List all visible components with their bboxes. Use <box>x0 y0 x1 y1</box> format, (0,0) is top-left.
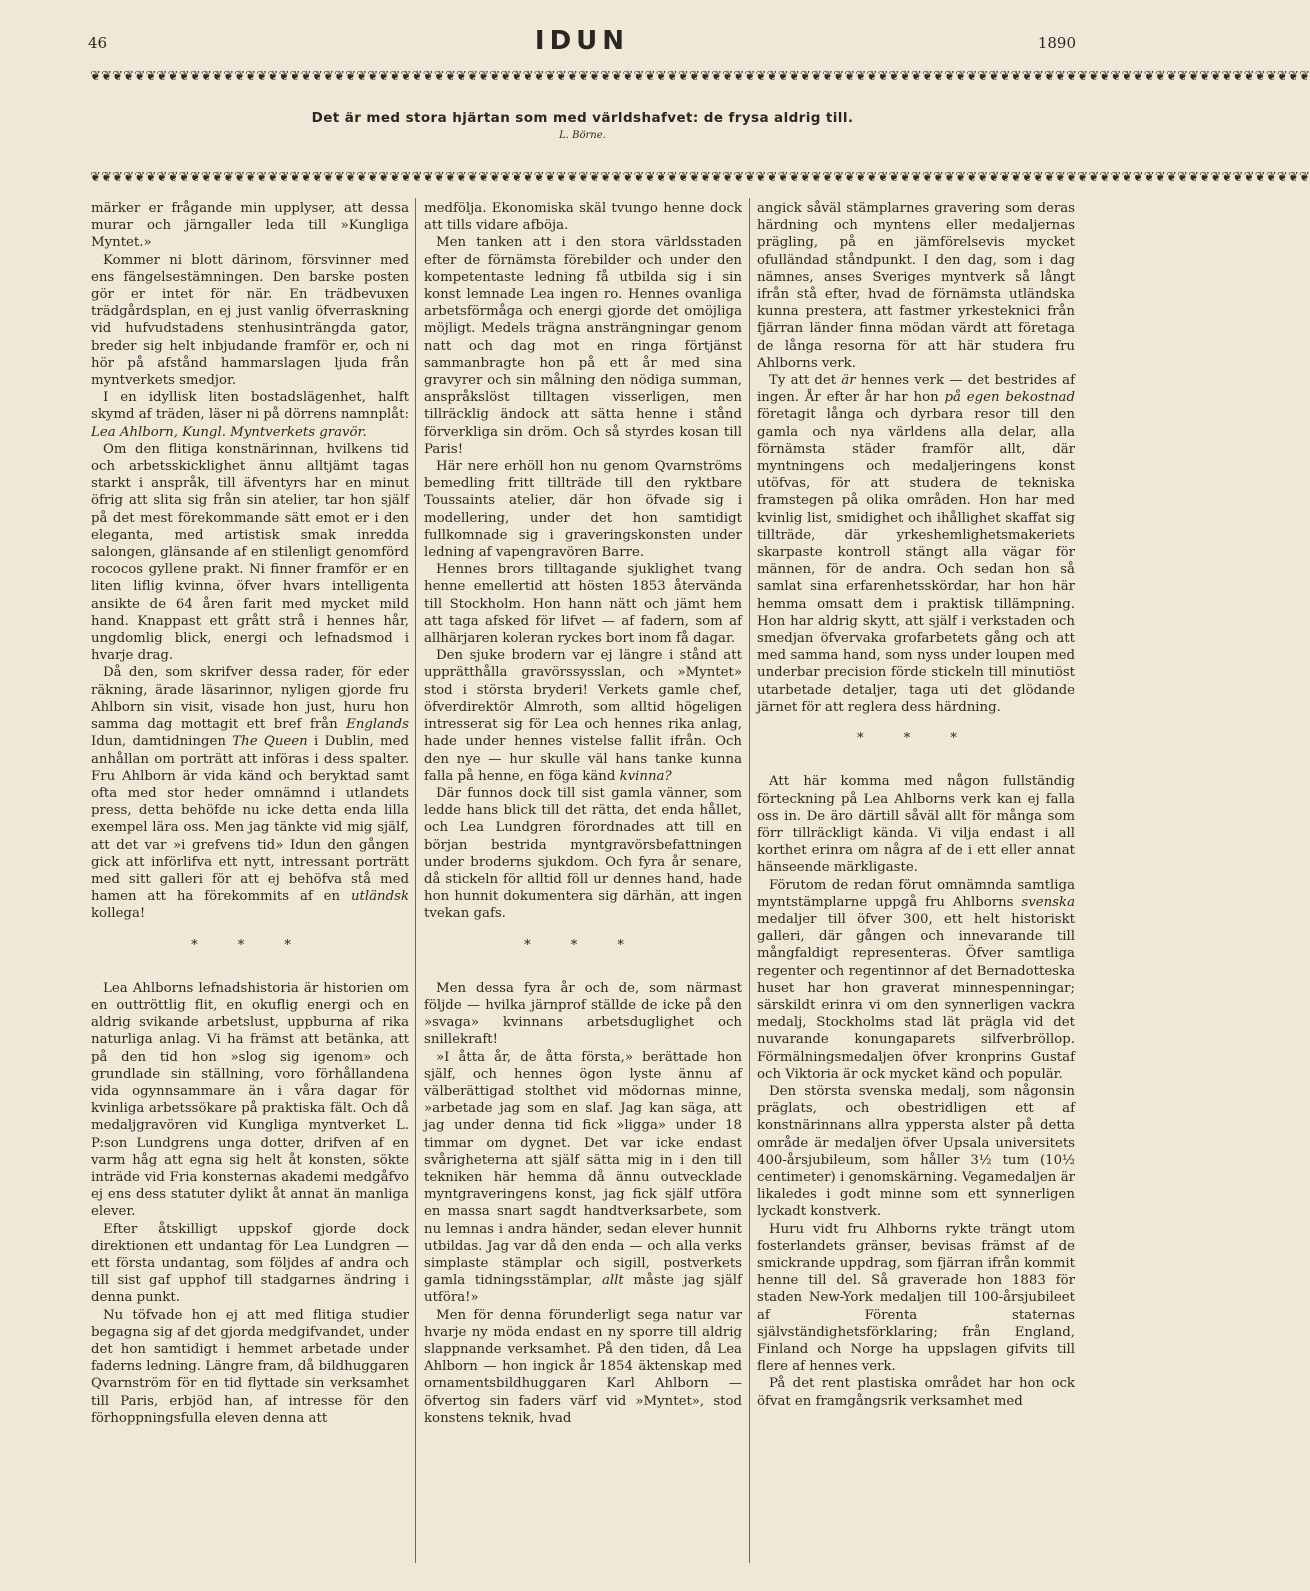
paragraph: Att här komma med någon fullständig förteckning på Lea Ahlborns verk kan ej falla oss in. De äro därtill såväl allt för många som förr tillräckligt kända. Vi vilja endast i all korthet erinra om några af de i ett eller annat hänseende märkligaste. <box>757 774 1075 876</box>
emphasis-text: på egen bekostnad <box>944 390 1075 406</box>
paragraph <box>424 647 742 785</box>
paragraph-text: medaljer till öfver 300, ett helt historiskt galleri, där gången och innevarande till mångfaldigt representeras. Öfver samtliga regenter och regentinnor af det Bernadotteska huset har hon graverat minnespenningar; särskildt erinra vi om den synnerligen vackra medalj, Stockholms stad lät prägla vid det nuvarande konungaparets silfverbröllop. Förmälningsmedaljen öfver kronprins Gustaf och Viktoria är ock mycket känd och populär. <box>757 911 1075 1082</box>
paragraph: Den största svenska medalj, som någonsin präglats, och obestridligen ett af konstnärinnans allra yppersta alster på detta område är medaljen öfver Upsala universitets 400-årsjubileum, som håller 3½ tum (10½ centimeter) i genomskärning. Vegamedaljen är likaledes i godt minne som ett synnerligen lyckadt konstverk. <box>757 1083 1075 1220</box>
paragraph-text: företagit långa och dyrbara resor till den gamla och nya världens alla delar, alla förnämsta städer framför allt, där myntningens och medaljeringens konst utöfvas, för att studera de tekniska framstegen på olika områden. Hon har med kvinlig list, smidighet och ihållighet skaffat sig tillträde, där yrkeshemlighetsmakeriets skarpaste kontroll stängt alla vägar för männen, för de andra. Och sedan hon så samlat sina erfarenhetsskördar, har hon här hemma omsatt dem i praktisk tillämpning. Hon har aldrig skytt, att själf i verkstaden och smedjan öfvervaka grofarbetets gång och att med samma hand, som nyss under loupen med underbar precision förde stickeln till minutiöst utarbetade detaljer, taga uti det glödande järnet för att reglera dess härdning. <box>757 407 1075 715</box>
paragraph: Huru vidt fru Alhborns rykte trängt utom fosterlandets gränser, bevisas främst af de smickrande uppdrag, som fjärran ifrån kommit henne till del. Så graverade hon 1883 för staden New-York medaljen till 100-årsjubileet af Förenta staternas självständighetsförklaring; från England, Finland och Norge ha uppslagen gifvits till flere af hennes verk. <box>757 1221 1075 1375</box>
emphasis-text: allt <box>601 1273 624 1289</box>
section-separator: * * * <box>857 731 975 747</box>
paragraph: Där funnos dock till sist gamla vänner, som ledde hans blick till det rätta, det enda hållet, och Lea Lundgren förordnades att till en början bestrida myntgravörsbefattningen under broderns sjukdom. Och fyra år senare, då stickeln för alltid föll ur dennes hand, hade hon hunnit dokumentera sig därhän, att ingen tvekan gafs. <box>424 785 742 922</box>
page-year: 1890 <box>1037 34 1076 52</box>
paragraph-text: måste jag själf utföra!» <box>424 1273 742 1306</box>
paragraph <box>757 372 1075 716</box>
paragraph <box>424 1049 742 1307</box>
paragraph: märker er frågande min upplyser, att dessa murar och järngaller leda till »Kungliga Myntet.» <box>91 201 409 251</box>
column-rule <box>749 198 750 1563</box>
emphasis-text: är <box>841 373 856 389</box>
paragraph-text: Ty att det <box>769 373 842 389</box>
masthead-title: IDUN <box>534 26 630 56</box>
paragraph: Kommer ni blott därinom, försvinner med ens fängelsestämningen. Den barske posten gör er intet för när. En trädbevuxen trädgårdsplan, en ej just vanlig öfverraskning vid hufvudstadens stenhusinträngda gator, breder sig helt inbjudande framför er, och ni hör på afstånd hammarslagen ljuda från myntverkets smedjor. <box>91 252 409 389</box>
paragraph-text: »I åtta år, de åtta första,» berättade hon själf, och hennes ögon lyste ännu af välberättigad stolthet vid mödornas minne, »arbetade jag som en slaf. Jag kan säga, att jag under denna tid fick »ligga» under 18 timmar om dygnet. Det var icke endast svårigheterna att själf sätta mig in i den till tekniken här hemma då ännu outvecklade myntgraveringens konst, jag fick själf utföra en massa snart sagdt handtverksarbete, som nu lemnas i andra händer, sedan elever hunnit utbildas. Jag var då den enda — och alla verks simplaste stämplar och sigill, postverkets gamla tidningsstämplar, <box>424 1049 742 1289</box>
article-column-3 <box>757 200 1075 1565</box>
motto-quote: Det är med stora hjärtan som med världshafvet: de frysa aldrig till. <box>311 110 854 126</box>
paragraph: angick såväl stämplarnes gravering som deras härdning och myntens eller medaljernas prägling, på en jämförelsevis mycket ofulländad ståndpunkt. I den dag, som i dag nämnes, anses Sveriges myntverk så långt ifrån stå efter, hvad de förnämsta utländska kunna prestera, att fastmer yrkesteknici från fjärran länder finna mödan värdt att företaga de långa resorna för att här studera fru Ahlborns verk. <box>757 201 1075 371</box>
section-separator: * * * <box>191 937 309 953</box>
paragraph: Lea Ahlborns lefnadshistoria är historien om en outtröttlig flit, en okuflig energi och en aldrig svikande arbetslust, uppburna af rika naturliga anlag. Vi ha främst att betänka, att på den tid hon »slog sig igenom» och grundlade sin ställning, voro förhållandena vida ogynnsammare än i våra dagar för kvinliga arbetssökare på praktiska fält. Och då medaljgravören vid Kungliga myntverket L. P:son Lundgrens unga dotter, drifven af en varm håg att egna sig helt åt konsten, sökte inträde vid Fria konsternas akademi medgåfvo ej ens dess statuter dylikt åt annat än manliga elever. <box>91 980 409 1220</box>
emphasis-text: svenska <box>1021 894 1075 910</box>
paragraph <box>757 877 1075 1083</box>
paragraph: På det rent plastiska området har hon ock öfvat en framgångsrik verksamhet med <box>757 1376 1075 1409</box>
article-column-1 <box>91 200 409 1565</box>
ornament-border-top: ❦❦❦❦❦❦❦❦❦❦❦❦❦❦❦❦❦❦❦❦❦❦❦❦❦❦❦❦❦❦❦❦❦❦❦❦❦❦❦❦❦❦❦❦❦❦❦❦❦❦❦❦❦❦❦❦❦❦❦❦❦❦❦❦❦❦❦❦❦❦❦❦❦❦❦❦❦❦❦❦❦❦❦❦❦❦❦❦❦❦❦❦❦❦❦❦❦❦❦❦❦❦❦❦❦❦❦❦❦❦ <box>90 69 1310 84</box>
paragraph: Om den flitiga konstnärinnan, hvilkens tid och arbetsskicklighet ännu alltjämt tagas starkt i anspråk, till äfventyrs har en minut öfrig att slita sig från sin atelier, tar hon själf på det mest förekommande sätt emot er i den eleganta, med artistisk smak inredda salongen, glänsande af en stilenligt genomförd rococos gyllene prakt. Ni finner framför er en liten liflig kvinna, öfver hvars intelligenta ansikte de 64 åren farit med mycket mild hand. Knappast ett grått strå i hennes hår, ungdomlig blick, energi och lefnadsmod i hvarje drag. <box>91 441 409 664</box>
paragraph: Nu töfvade hon ej att med flitiga studier begagna sig af det gjorda medgifvandet, under det hon samtidigt i hemmet arbetade under faderns ledning. Längre fram, då bildhuggaren Qvarnström för en tid flyttade sin verksamhet till Paris, erbjöd han, af intresse för den förhoppningsfulla eleven denna att <box>91 1307 409 1426</box>
paragraph-text: Förutom de redan förut omnämnda samtliga myntstämplarne uppgå fru Ahlborns <box>757 877 1075 910</box>
page-header <box>88 26 1076 60</box>
emphasis-text: The Queen <box>232 734 308 750</box>
emphasis-text: utländsk <box>350 889 409 905</box>
ornament-border-bottom: ❦❦❦❦❦❦❦❦❦❦❦❦❦❦❦❦❦❦❦❦❦❦❦❦❦❦❦❦❦❦❦❦❦❦❦❦❦❦❦❦❦❦❦❦❦❦❦❦❦❦❦❦❦❦❦❦❦❦❦❦❦❦❦❦❦❦❦❦❦❦❦❦❦❦❦❦❦❦❦❦❦❦❦❦❦❦❦❦❦❦❦❦❦❦❦❦❦❦❦❦❦❦❦❦❦❦❦❦❦❦ <box>90 170 1310 185</box>
motto-author: L. Börne. <box>559 130 606 141</box>
paragraph: Hennes brors tilltagande sjuklighet tvang henne emellertid att hösten 1853 återvända till Stockholm. Hon hann nätt och jämt hem att taga afsked för lifvet — af fadern, som af allhärjaren koleran ryckes bort inom få dagar. <box>424 562 742 647</box>
paragraph-text: i Dublin, med anhållan om porträtt att införas i dess spalter. Fru Ahlborn är vida känd och beryktad samt ofta med stor heder omnämnd i utlandets press, detta behöfde nu icke detta enda lilla exempel lära oss. Men jag tänkte vid mig själf, att det var »i grefvens tid» Idun den gången gick att införlifva ett nytt, intressant porträtt med sitt galleri för att ej behöfva stå med hamen att ha förekommits af en <box>91 734 409 905</box>
paragraph: Efter åtskilligt uppskof gjorde dock direktionen ett undantag för Lea Lundgren — ett första undantag, som följdes af andra och till sist gaf upphof till stadgarnes ändring i denna punkt. <box>91 1221 409 1306</box>
paragraph: Men för denna förunderligt sega natur var hvarje ny möda endast en ny sporre till aldrig slappnande verksamhet. På den tiden, då Lea Ahlborn — hon ingick år 1854 äktenskap med ornamentsbildhuggaren Karl Ahlborn — öfvertog sin faders värf vid »Myntet», stod konstens teknik, hvad <box>424 1307 742 1426</box>
paragraph: Men tanken att i den stora världsstaden efter de förnämsta förebilder och under den kompetentaste ledning få utbilda sig i sin konst lemnade Lea ingen ro. Hennes ovanliga arbetsförmåga och energi gjorde det omöjliga möjligt. Medels trägna ansträngningar genom natt och dag mot en ringa förtjänst sammanbragte hon på ett år med sina gravyrer och sin målning den nödiga summan, anspråkslöst tilltagen visserligen, men tillräcklig ändock att sätta henne i stånd förverkliga sin dröm. Och så styrdes kosan till Paris! <box>424 235 742 457</box>
paragraph <box>91 389 409 441</box>
article-column-2 <box>424 200 742 1565</box>
paragraph-text: hennes verk — det bestrides af ingen. År efter år har hon <box>757 373 1076 406</box>
section-separator: * * * <box>524 937 642 953</box>
paragraph <box>91 664 409 922</box>
paragraph: Men dessa fyra år och de, som närmast följde — hvilka järnprof ställde de icke på den »svaga» kvinnans arbetsduglighet och snillekraft! <box>424 980 742 1048</box>
page-number: 46 <box>88 34 108 52</box>
paragraph-text: Då den, som skrifver dessa rader, för eder räkning, ärade läsarinnor, nyligen gjorde fru Ahlborn sin visit, visade hon just, huru hon samma dag mottagit ett bref från <box>91 665 409 733</box>
paragraph-text: Idun, damtidningen <box>91 734 233 750</box>
emphasis-text: Englands <box>346 717 409 733</box>
emphasis-text: kvinna? <box>619 768 672 784</box>
paragraph-text: kollega! <box>91 906 146 922</box>
paragraph-text: I en idyllisk liten bostadslägenhet, halft skymd af träden, läser ni på dörrens namnplåt: <box>91 390 409 423</box>
column-rule <box>415 198 416 1563</box>
paragraph: Här nere erhöll hon nu genom Qvarnströms bemedling fritt tillträde till den ryktbare Toussaints atelier, där hon öfvade sig i modellering, under det hon samtidigt fullkomnade sig i graveringskonsten under ledning af vapengravören Barre. <box>424 459 742 561</box>
nameplate-text: Lea Ahlborn, Kungl. Myntverkets gravör. <box>91 424 367 440</box>
paragraph: medfölja. Ekonomiska skäl tvungo henne dock att tills vidare afböja. <box>424 201 742 234</box>
paragraph-text: Den sjuke brodern var ej längre i stånd att upprätthålla gravörssysslan, och »Myntet» stod i största bryderi! Verkets gamle chef, öfverdirektör Almroth, som alltid högeligen intresserat sig för Lea och hennes rika anlag, hade under hennes vistelse fallit ifrån. Och den nye — hur skulle väl hans tanke kunna falla på henne, en föga känd <box>424 648 742 784</box>
